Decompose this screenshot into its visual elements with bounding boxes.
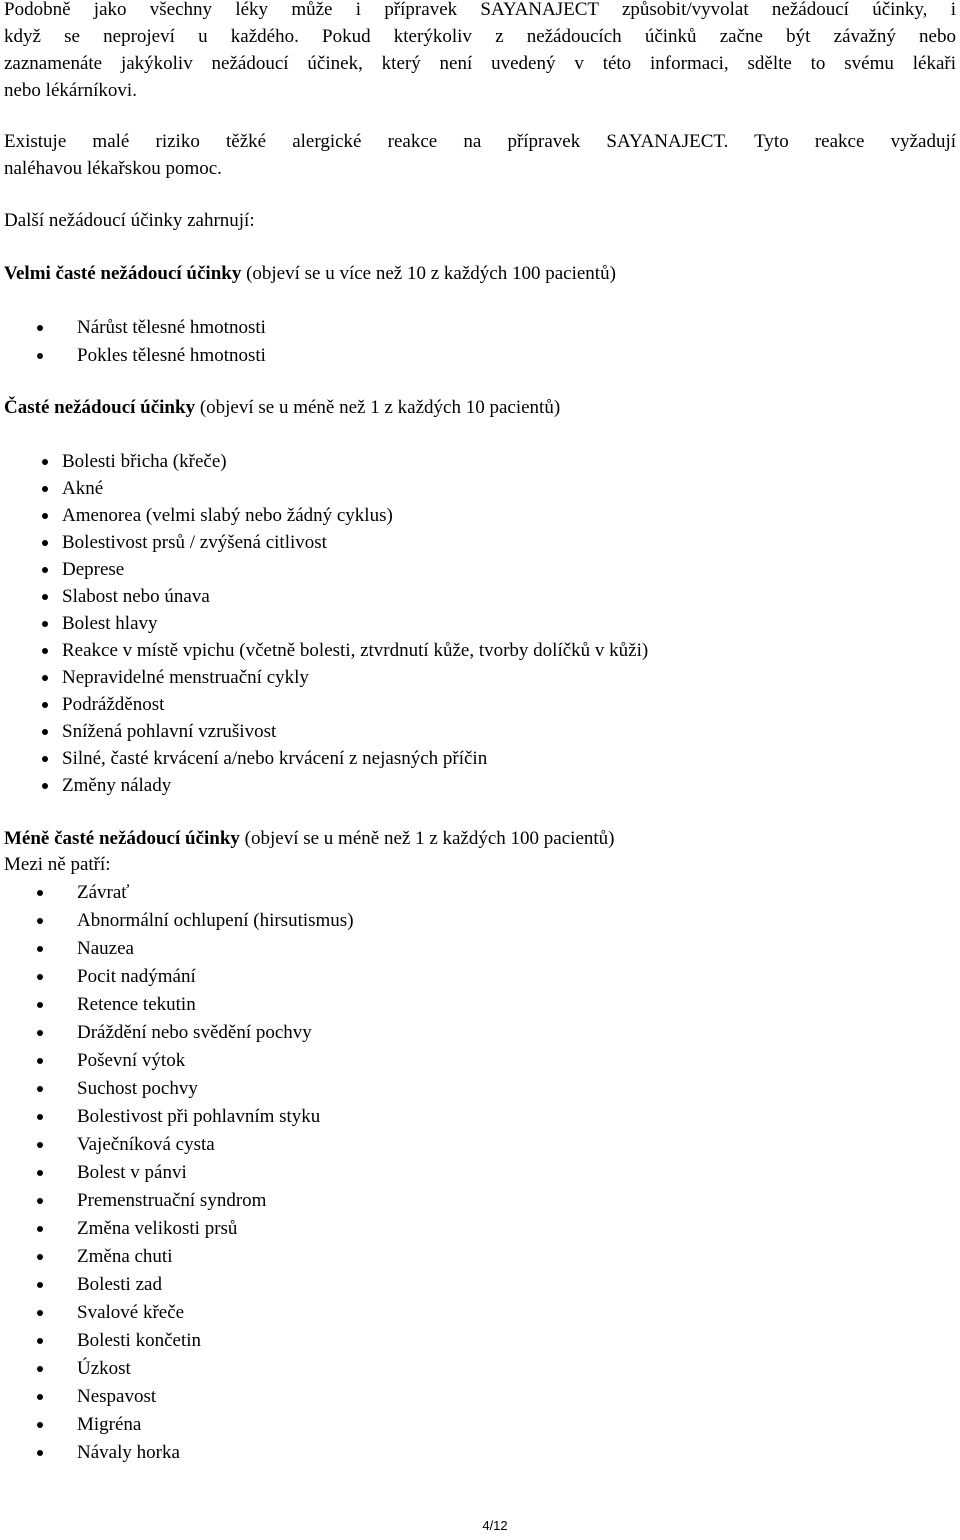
very-common-title: Velmi časté nežádoucí účinky (4, 263, 242, 284)
list-item: Abnormální ochlupení (hirsutismus) (0, 907, 354, 935)
list-item: Migréna (0, 1411, 354, 1439)
common-note: (objeví se u méně než 1 z každých 10 pacientů) (195, 397, 561, 418)
list-item: Dráždění nebo svědění pochvy (0, 1019, 354, 1047)
bullet-icon (37, 1086, 43, 1092)
intro-line-2: když se neprojeví u každého. Pokud kterýkoliv z nežádoucích účinků začne být závažný nebo (4, 26, 956, 47)
bullet-icon (37, 1226, 43, 1232)
list-item: Suchost pochvy (0, 1075, 354, 1103)
list-item: Úzkost (0, 1355, 354, 1383)
bullet-icon (37, 1282, 43, 1288)
bullet-icon (42, 594, 48, 600)
uncommon-heading (4, 825, 614, 852)
bullet-icon (37, 1310, 43, 1316)
bullet-icon (42, 540, 48, 546)
bullet-icon (42, 702, 48, 708)
list-item: Retence tekutin (0, 991, 354, 1019)
bullet-icon (42, 486, 48, 492)
list-item: Bolesti zad (0, 1271, 354, 1299)
intro-paragraph (4, 0, 956, 104)
bullet-icon (37, 1366, 43, 1372)
bullet-icon (37, 1422, 43, 1428)
list-item: Nespavost (0, 1383, 354, 1411)
uncommon-list (0, 879, 354, 1467)
bullet-icon (42, 648, 48, 654)
list-item: Návaly horka (0, 1439, 354, 1467)
allergy-line-1: Existuje malé riziko těžké alergické reakce na přípravek SAYANAJECT. Tyto reakce vyžadují (4, 131, 956, 152)
list-item: Změna chuti (0, 1243, 354, 1271)
list-item: Akné (0, 475, 648, 502)
list-item: Premenstruační syndrom (0, 1187, 354, 1215)
other-effects-label: Další nežádoucí účinky zahrnují: (4, 210, 255, 231)
intro-line-1: Podobně jako všechny léky může i přípravek SAYANAJECT způsobit/vyvolat nežádoucí účinky, i (4, 0, 956, 20)
common-heading (4, 394, 560, 421)
allergy-line-2: naléhavou lékařskou pomoc. (4, 158, 222, 179)
uncommon-note: (objeví se u méně než 1 z každých 100 pacientů) (239, 828, 615, 849)
bullet-icon (37, 890, 43, 896)
list-item: Nauzea (0, 935, 354, 963)
uncommon-subtitle: Mezi ně patří: (4, 854, 111, 875)
list-item: Bolestivost prsů / zvýšená citlivost (0, 529, 648, 556)
list-item: Poševní výtok (0, 1047, 354, 1075)
list-item: Podrážděnost (0, 691, 648, 718)
intro-line-3: zaznamenáte jakýkoliv nežádoucí účinek, který není uvedený v této informaci, sdělte to svému lékaři (4, 53, 956, 74)
intro-line-4: nebo lékárníkovi. (4, 80, 137, 101)
bullet-icon (42, 567, 48, 573)
bullet-icon (37, 1002, 43, 1008)
list-item: Nepravidelné menstruační cykly (0, 664, 648, 691)
common-title: Časté nežádoucí účinky (4, 397, 196, 418)
list-item: Bolesti končetin (0, 1327, 354, 1355)
bullet-icon (42, 783, 48, 789)
list-item: Snížená pohlavní vzrušivost (0, 718, 648, 745)
bullet-icon (37, 353, 43, 359)
very-common-note: (objeví se u více než 10 z každých 100 pacientů) (241, 263, 616, 284)
bullet-icon (37, 1114, 43, 1120)
bullet-icon (37, 1254, 43, 1260)
list-item: Pocit nadýmání (0, 963, 354, 991)
bullet-icon (42, 675, 48, 681)
bullet-icon (42, 621, 48, 627)
list-item: Změna velikosti prsů (0, 1215, 354, 1243)
bullet-icon (37, 1198, 43, 1204)
bullet-icon (37, 946, 43, 952)
bullet-icon (37, 1394, 43, 1400)
bullet-icon (37, 1030, 43, 1036)
bullet-icon (42, 513, 48, 519)
list-item: Reakce v místě vpichu (včetně bolesti, ztvrdnutí kůže, tvorby dolíčků v kůži) (0, 637, 648, 664)
bullet-icon (37, 1058, 43, 1064)
list-item: Závrať (0, 879, 354, 907)
bullet-icon (37, 918, 43, 924)
common-list (0, 448, 648, 799)
bullet-icon (42, 459, 48, 465)
bullet-icon (37, 1170, 43, 1176)
list-item: Bolest v pánvi (0, 1159, 354, 1187)
list-item: Pokles tělesné hmotnosti (0, 342, 266, 370)
uncommon-title: Méně časté nežádoucí účinky (4, 828, 240, 849)
bullet-icon (42, 756, 48, 762)
page-number: 4/12 (482, 1518, 508, 1533)
page-footer (0, 1517, 960, 1535)
list-item: Slabost nebo únava (0, 583, 648, 610)
very-common-list (0, 314, 266, 370)
list-item: Bolesti břicha (křeče) (0, 448, 648, 475)
very-common-heading (4, 260, 616, 287)
bullet-icon (37, 974, 43, 980)
allergy-paragraph (4, 128, 956, 182)
bullet-icon (37, 325, 43, 331)
list-item: Nárůst tělesné hmotnosti (0, 314, 266, 342)
list-item: Amenorea (velmi slabý nebo žádný cyklus) (0, 502, 648, 529)
list-item: Bolest hlavy (0, 610, 648, 637)
list-item: Vaječníková cysta (0, 1131, 354, 1159)
list-item: Silné, časté krvácení a/nebo krvácení z nejasných příčin (0, 745, 648, 772)
list-item: Svalové křeče (0, 1299, 354, 1327)
list-item: Změny nálady (0, 772, 648, 799)
list-item: Deprese (0, 556, 648, 583)
list-item: Bolestivost při pohlavním styku (0, 1103, 354, 1131)
bullet-icon (37, 1450, 43, 1456)
bullet-icon (42, 729, 48, 735)
bullet-icon (37, 1338, 43, 1344)
bullet-icon (37, 1142, 43, 1148)
